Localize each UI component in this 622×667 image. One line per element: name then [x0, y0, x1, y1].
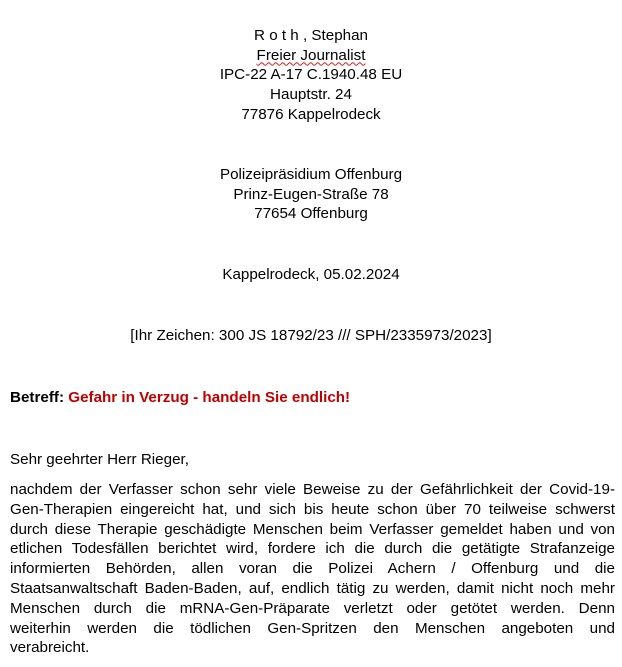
body-line: Staatsanwaltschaft Baden-Baden, auf, endlich tätig zu werden, damit nicht noch mehr [10, 579, 615, 597]
sender-name: R o t h , Stephan [254, 27, 368, 44]
sender-occupation [0, 46, 622, 66]
body-line: etlichen Todesfällen berichtet wird, fordere ich die durch die getätigte Strafanzeige [10, 540, 615, 558]
sender-occupation-text: Freier Journalist [256, 46, 366, 64]
subject-line [10, 388, 350, 408]
sender-city: 77876 Kappelrodeck [241, 105, 381, 123]
subject-text: Gefahr in Verzug - handeln Sie endlich! [68, 389, 351, 406]
body-line: Gen-Therapien eingereicht hat, und sich bis heute schon über 70 teilweise schwerst [10, 500, 615, 518]
recipient-city: 77654 Offenburg [254, 205, 368, 223]
recipient-address [0, 165, 622, 224]
reference-line [0, 326, 622, 346]
recipient-street: Prinz-Eugen-Straße 78 [233, 185, 389, 203]
sender-street: Hauptstr. 24 [270, 86, 352, 104]
salutation: Sehr geehrter Herr Rieger, [10, 451, 189, 468]
sender-address [0, 26, 622, 125]
body-line: Menschen durch die mRNA-Gen-Präparate verletzt oder getötet werden. Denn [10, 599, 615, 617]
letter-body [10, 480, 615, 658]
place-date-line [0, 265, 622, 285]
body-line: durch diese Therapie geschädigte Menschen beim Verfasser gemeldet haben und von [10, 520, 615, 538]
recipient-name: Polizeipräsidium Offenburg [219, 166, 403, 183]
body-line: nachdem der Verfasser schon sehr viele Beweise zu der Gefährlichkeit der Covid-19- [10, 481, 615, 498]
body-line: verabreicht. [10, 639, 90, 657]
body-line: informierten Behörden, allen voran die Polizei Achern / Offenburg und die [10, 560, 615, 578]
sender-code: IPC-22 A-17 C.1940.48 EU [219, 66, 403, 84]
body-line: weiterhin werden die tödlichen Gen-Spritzen den Menschen angeboten und [10, 619, 615, 637]
place-date: Kappelrodeck, 05.02.2024 [222, 266, 400, 283]
reference-number: [Ihr Zeichen: 300 JS 18792/23 /// SPH/2335973/2023] [130, 327, 492, 344]
subject-label: Betreff: [10, 389, 65, 406]
